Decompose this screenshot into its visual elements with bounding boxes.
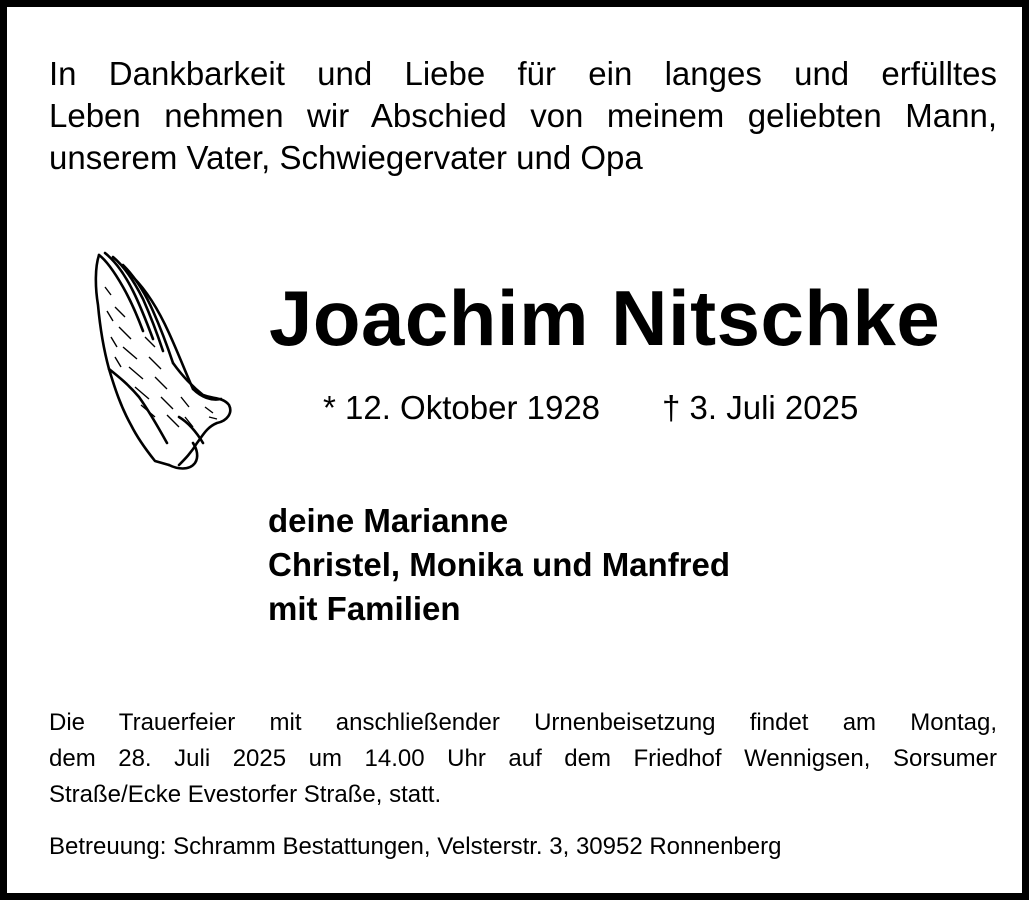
family-line: deine Marianne [268,502,509,539]
family-signature [268,499,730,631]
life-dates [323,387,858,429]
family-line: mit Familien [268,590,461,627]
care-notice: Betreuung: Schramm Bestattungen, Velsterstr. 3, 30952 Ronnenberg [49,833,782,860]
intro-line: Leben nehmen wir Abschied von meinem geliebten Mann, [49,97,997,134]
service-line: Straße/Ecke Evestorfer Straße, statt. [49,781,442,808]
family-line: Christel, Monika und Manfred [268,546,731,583]
intro-text [49,53,997,179]
praying-hands-icon [85,247,235,472]
service-line: Die Trauerfeier mit anschließender Urnenbeisetzung findet am Montag, [49,709,997,736]
birth-date: * 12. Oktober 1928 [323,389,601,426]
funeral-service-text [49,705,997,813]
deceased-name: Joachim Nitschke [269,274,941,362]
death-date: † 3. Juli 2025 [662,389,859,426]
intro-line: In Dankbarkeit und Liebe für ein langes und erfülltes [49,55,997,92]
intro-line: unserem Vater, Schwiegervater und Opa [49,139,643,176]
service-line: dem 28. Juli 2025 um 14.00 Uhr auf dem Friedhof Wennigsen, Sorsumer [49,745,997,772]
